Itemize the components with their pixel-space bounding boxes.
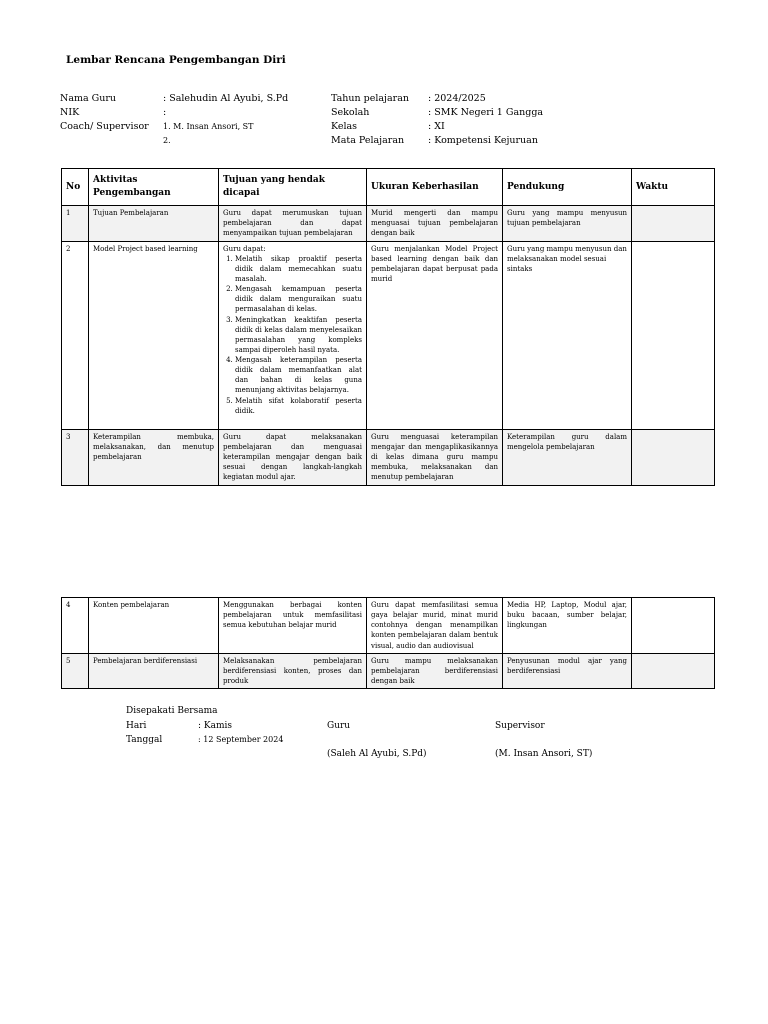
cell-waktu	[632, 206, 715, 241]
agreement-heading: Disepakati Bersama	[126, 706, 218, 716]
cell-waktu	[632, 429, 715, 485]
development-plan-table-continued	[61, 597, 715, 689]
development-plan-table	[61, 168, 715, 486]
table-row	[62, 241, 715, 429]
table-row	[62, 429, 715, 485]
tanggal-label: Tanggal	[126, 735, 163, 745]
cell-tujuan: Menggunakan berbagai konten pembelajaran untuk memfasilitasi semua kebutuhan belajar murid	[219, 598, 367, 654]
cell-tujuan: Guru dapat melaksanakan pembelajaran dan menguasai keterampilan mengajar dengan baik sesuai dengan langkah-langkah kegiatan modul ajar.	[219, 429, 367, 485]
cell-no: 5	[62, 653, 89, 688]
coach-item-1: 1. M. Insan Ansori, ST	[163, 122, 254, 131]
header-waktu: Waktu	[632, 169, 715, 206]
tujuan-point: 5. Melatih sifat kolaboratif peserta didik.	[235, 396, 362, 416]
mapel-value: : Kompetensi Kejuruan	[428, 135, 538, 146]
tanggal-value: : 12 September 2024	[198, 735, 284, 744]
hari-label: Hari	[126, 721, 147, 731]
cell-ukuran: Murid mengerti dan mampu menguasai tujuan pembelajaran dengan baik	[367, 206, 503, 241]
cell-pendukung: Guru yang mampu menyusun dan melaksanakan model sesuai sintaks	[503, 241, 632, 429]
cell-ukuran: Guru menguasai keterampilan mengajar dan mengaplikasikannya di kelas dimana guru mampu membuka, melaksanakan dan menutup pembelajaran	[367, 429, 503, 485]
cell-aktivitas: Keterampilan membuka, melaksanakan, dan menutup pembelajaran	[89, 429, 219, 485]
cell-pendukung: Guru yang mampu menyusun tujuan pembelajaran	[503, 206, 632, 241]
cell-waktu	[632, 241, 715, 429]
cell-pendukung: Media HP, Laptop, Modul ajar, buku bacaan, sumber belajar, lingkungan	[503, 598, 632, 654]
cell-waktu	[632, 653, 715, 688]
header-tujuan: Tujuan yang hendak dicapai	[219, 169, 367, 206]
cell-waktu	[632, 598, 715, 654]
supervisor-signature-name: (M. Insan Ansori, ST)	[495, 749, 593, 759]
cell-no: 1	[62, 206, 89, 241]
cell-ukuran: Guru menjalankan Model Project based learning dengan baik dan pembelajaran dapat berpusat pada murid	[367, 241, 503, 429]
document-title: Lembar Rencana Pengembangan Diri	[66, 54, 286, 66]
table-row	[62, 598, 715, 654]
cell-aktivitas: Model Project based learning	[89, 241, 219, 429]
table-row	[62, 206, 715, 241]
tahun-value: : 2024/2025	[428, 93, 486, 104]
tujuan-intro: Guru dapat:	[223, 244, 266, 253]
cell-aktivitas: Tujuan Pembelajaran	[89, 206, 219, 241]
cell-aktivitas: Konten pembelajaran	[89, 598, 219, 654]
kelas-value: : XI	[428, 121, 445, 132]
hari-value: : Kamis	[198, 721, 233, 731]
header-pendukung: Pendukung	[503, 169, 632, 206]
nik-value: :	[163, 107, 167, 118]
table-row	[62, 653, 715, 688]
guru-signature-name: (Saleh Al Ayubi, S.Pd)	[327, 749, 427, 759]
cell-tujuan: Guru dapat merumuskan tujuan pembelajaran dan dapat menyampaikan tujuan pembelajaran	[219, 206, 367, 241]
mapel-label: Mata Pelajaran	[331, 135, 405, 146]
sekolah-value: : SMK Negeri 1 Gangga	[428, 107, 544, 118]
cell-tujuan	[219, 241, 367, 429]
tujuan-point: 1. Melatih sikap proaktif peserta didik dalam memecahkan suatu masalah.	[235, 254, 362, 284]
cell-ukuran: Guru mampu melaksanakan pembelajaran berdiferensiasi dengan baik	[367, 653, 503, 688]
tujuan-point: 4. Mengasah keterampilan peserta didik dalam memanfaatkan alat dan bahan di kelas guna menunjang aktivitas belajarnya.	[235, 355, 362, 396]
tujuan-points-list	[223, 254, 362, 416]
cell-ukuran: Guru dapat memfasilitasi semua gaya belajar murid, minat murid contohnya dengan menampilkan konten pembelajaran dalam bentuk visual, audio dan audiovisual	[367, 598, 503, 654]
cell-no: 2	[62, 241, 89, 429]
header-ukuran: Ukuran Keberhasilan	[367, 169, 503, 206]
nik-label: NIK	[60, 107, 80, 118]
nama-guru-label: Nama Guru	[60, 93, 117, 104]
tujuan-point: 2. Mengasah kemampuan peserta didik dalam menguraikan suatu permasalahan di kelas.	[235, 284, 362, 314]
cell-aktivitas: Pembelajaran berdiferensiasi	[89, 653, 219, 688]
tahun-label: Tahun pelajaran	[331, 93, 409, 104]
coach-label: Coach/ Supervisor	[60, 121, 149, 132]
kelas-label: Kelas	[331, 121, 358, 132]
cell-no: 3	[62, 429, 89, 485]
cell-pendukung: Penyusunan modul ajar yang berdiferensiasi	[503, 653, 632, 688]
cell-no: 4	[62, 598, 89, 654]
guru-label: Guru	[327, 721, 351, 731]
cell-tujuan: Melaksanakan pembelajaran berdiferensiasi konten, proses dan produk	[219, 653, 367, 688]
sekolah-label: Sekolah	[331, 107, 370, 118]
header-no: No	[62, 169, 89, 206]
tujuan-point: 3. Meningkatkan keaktifan peserta didik di kelas dalam menyelesaikan permasalahan yang kompleks sampai diperoleh hasil nyata.	[235, 315, 362, 356]
supervisor-label: Supervisor	[495, 721, 545, 731]
table-header-row	[62, 169, 715, 206]
cell-pendukung: Keterampilan guru dalam mengelola pembelajaran	[503, 429, 632, 485]
nama-guru-value: : Salehudin Al Ayubi, S.Pd	[163, 93, 289, 104]
header-aktivitas: Aktivitas Pengembangan	[89, 169, 219, 206]
coach-item-2: 2.	[163, 136, 171, 145]
